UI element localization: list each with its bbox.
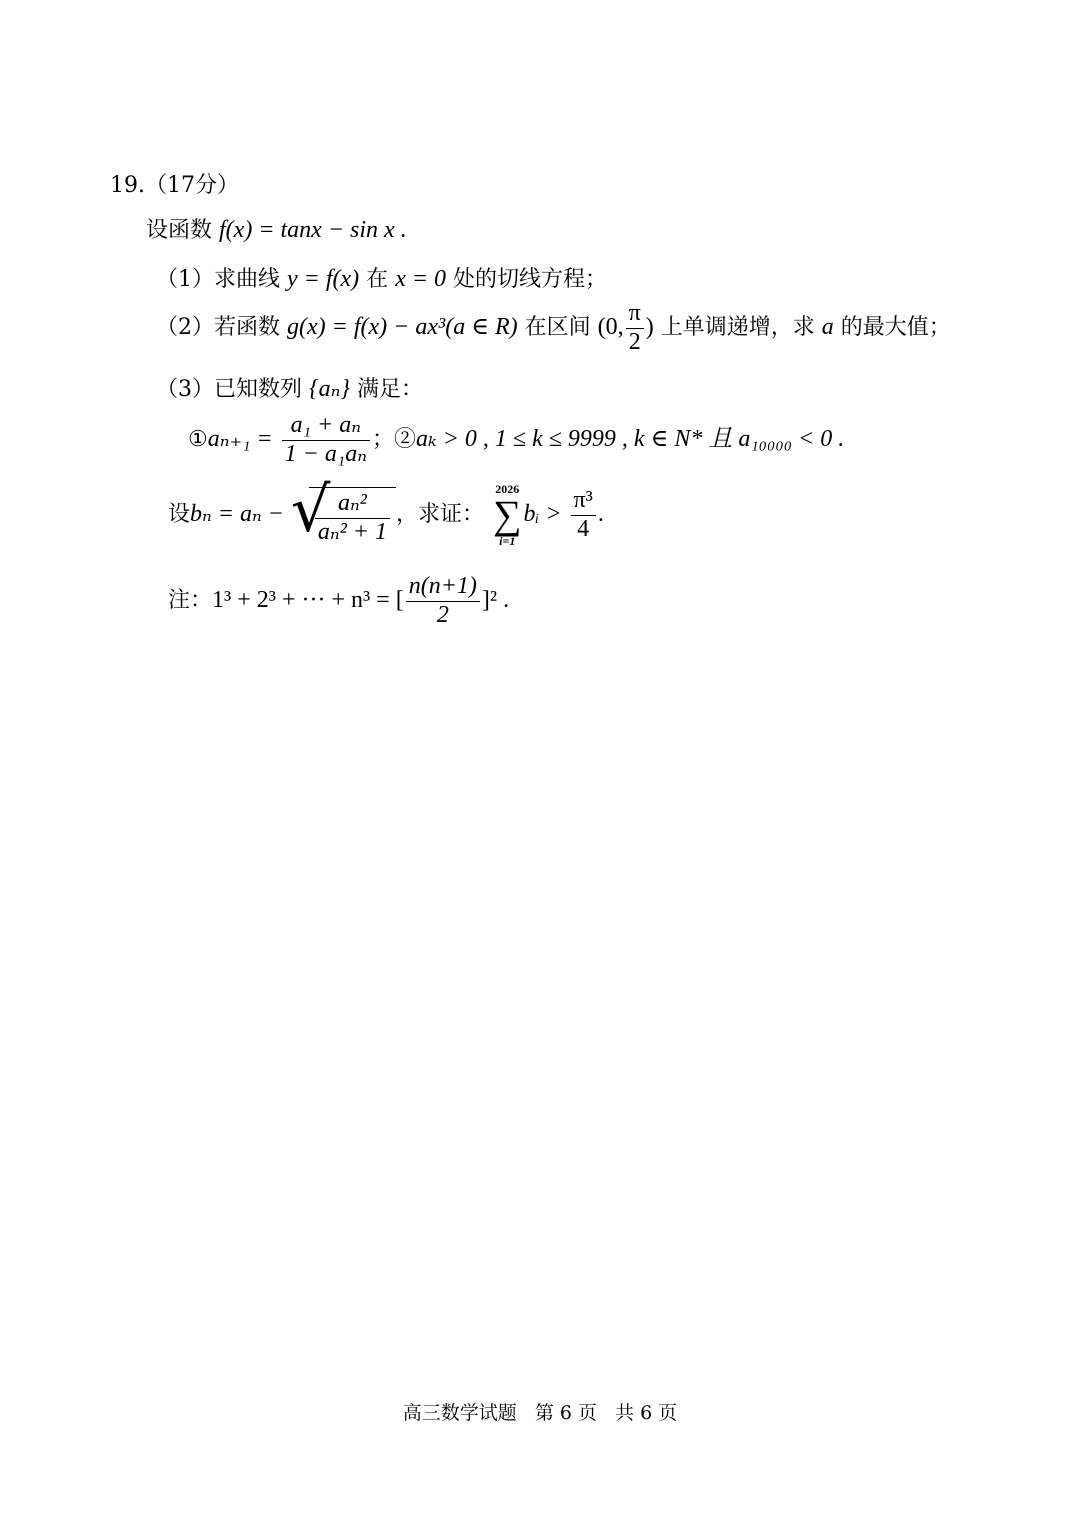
note-lhs: 1³ + 2³ + ··· + n³ = [ — [212, 587, 404, 614]
radical-sign-icon: √ — [290, 473, 331, 547]
fraction-numerator: aₙ² — [315, 490, 390, 519]
variable-a: a — [821, 314, 834, 341]
part-2-text: 上单调递增，求 — [660, 315, 815, 341]
fraction-denominator: aₙ² + 1 — [317, 519, 387, 545]
part-2-label: （2） — [156, 315, 214, 341]
summation — [493, 483, 522, 547]
interval-open: (0, — [597, 314, 624, 341]
fraction-numerator: n(n+1) — [406, 573, 480, 602]
sum-lower-limit: i=1 — [499, 534, 516, 548]
sigma-icon: ∑ — [493, 492, 522, 537]
fraction-denominator: 1 − a₁aₙ — [284, 440, 367, 467]
part-3-text: 满足： — [356, 377, 423, 402]
stem-prefix: 设函数 — [146, 218, 213, 243]
claim-end: . — [597, 501, 604, 527]
square-root — [290, 473, 396, 547]
footer-page: 第 6 页 — [534, 1402, 597, 1424]
footer-subject: 高三数学试题 — [402, 1402, 517, 1424]
fraction-numerator: π — [626, 300, 644, 329]
pi-over-two — [626, 300, 644, 356]
conditions — [188, 412, 844, 468]
part-1-text: 处的切线方程； — [453, 267, 608, 292]
part-3 — [156, 377, 423, 401]
note-fraction — [406, 573, 480, 629]
part-2-formula: g(x) = f(x) − ax³(a ∈ R) — [287, 314, 518, 341]
part-1-text: 在 — [366, 267, 389, 292]
condition-1-mark: ① — [188, 427, 208, 453]
prove-text: ，求证： — [395, 502, 484, 527]
stem-formula: f(x) = tanx − sin x . — [219, 217, 407, 243]
part-3-text: 已知数列 — [214, 377, 303, 402]
condition-1-fraction — [282, 412, 370, 468]
part-1-label: （1） — [156, 267, 214, 292]
question-number: 19. — [110, 173, 145, 198]
pi-cubed-over-four — [571, 487, 596, 543]
definition-lhs: bₙ = aₙ − — [190, 501, 284, 527]
part-2-text: 的最大值； — [840, 315, 951, 341]
part-3-label: （3） — [156, 377, 214, 402]
page-footer — [0, 1398, 1080, 1425]
part-2-text: 若函数 — [214, 315, 281, 341]
definition — [168, 473, 604, 548]
fraction-numerator: a₁ + aₙ — [282, 412, 370, 441]
condition-2-mark: ② — [393, 427, 416, 453]
condition-2: aₖ > 0 , 1 ≤ k ≤ 9999 , k ∈ N* 且 a₁₀₀₀₀ < 0 . — [415, 426, 845, 453]
question-stem — [146, 218, 407, 242]
definition-prefix: 设 — [168, 502, 191, 527]
condition-1-lhs: aₙ₊₁ = — [207, 426, 273, 453]
question-points: （17分） — [145, 173, 239, 198]
question-header — [110, 175, 239, 197]
sequence: {aₙ} — [309, 376, 350, 402]
fraction-numerator: π³ — [571, 487, 596, 516]
part-2 — [156, 300, 951, 356]
part-2-text: 在区间 — [524, 315, 591, 341]
note-rhs: ]² . — [481, 587, 510, 614]
sum-body: bᵢ > — [523, 501, 562, 527]
sum-upper-limit: 2026 — [495, 482, 520, 496]
separator: ； — [371, 427, 394, 453]
note — [168, 573, 509, 629]
interval-close: ) — [645, 314, 654, 341]
note-prefix: 注： — [168, 588, 213, 614]
footer-total: 共 6 页 — [615, 1402, 678, 1424]
fraction-denominator: 2 — [436, 601, 449, 628]
part-1-formula: y = f(x) — [287, 266, 360, 292]
part-1-formula: x = 0 — [395, 266, 447, 292]
fraction-denominator: 2 — [628, 328, 641, 355]
part-1 — [156, 267, 607, 291]
part-1-text: 求曲线 — [214, 267, 281, 292]
fraction-denominator: 4 — [577, 515, 590, 542]
